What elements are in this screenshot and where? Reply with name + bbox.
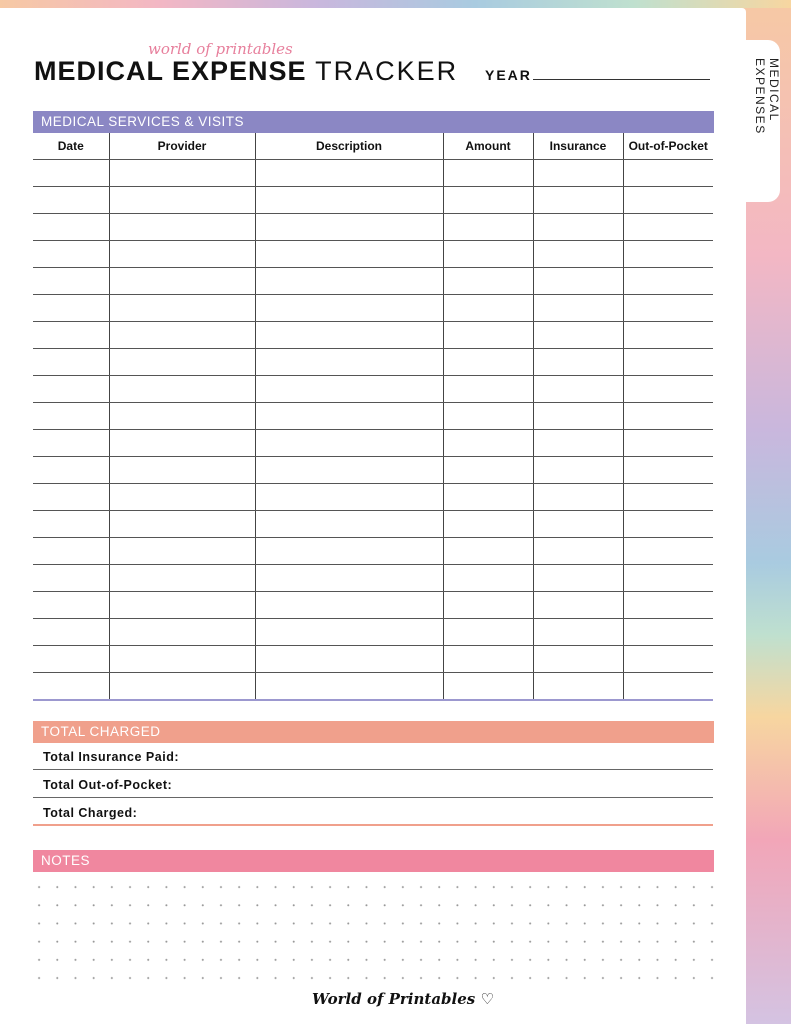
table-cell[interactable]: [623, 294, 713, 321]
table-cell[interactable]: [33, 619, 109, 646]
col-amount: Amount: [443, 133, 533, 159]
table-cell[interactable]: [623, 348, 713, 375]
col-provider: Provider: [109, 133, 255, 159]
table-cell[interactable]: [443, 673, 533, 700]
table-cell[interactable]: [443, 646, 533, 673]
table-cell[interactable]: [33, 375, 109, 402]
table-cell[interactable]: [255, 294, 443, 321]
table-cell[interactable]: [33, 159, 109, 186]
table-cell[interactable]: [443, 294, 533, 321]
table-cell[interactable]: [255, 240, 443, 267]
table-cell[interactable]: [255, 159, 443, 186]
table-cell[interactable]: [533, 673, 623, 700]
table-cell[interactable]: [533, 565, 623, 592]
totals-header: TOTAL CHARGED: [33, 721, 714, 743]
table-cell[interactable]: [443, 619, 533, 646]
col-description: Description: [255, 133, 443, 159]
table-cell[interactable]: [443, 159, 533, 186]
table-cell[interactable]: [533, 213, 623, 240]
table-cell[interactable]: [443, 511, 533, 538]
table-cell[interactable]: [255, 511, 443, 538]
table-cell[interactable]: [255, 321, 443, 348]
table-cell[interactable]: [33, 511, 109, 538]
year-label: YEAR: [485, 67, 532, 83]
table-cell[interactable]: [533, 321, 623, 348]
table-row: [33, 375, 713, 402]
table-cell[interactable]: [623, 375, 713, 402]
table-cell[interactable]: [443, 375, 533, 402]
table-cell[interactable]: [533, 267, 623, 294]
table-cell[interactable]: [109, 159, 255, 186]
pastel-top-strip: [0, 0, 791, 8]
table-cell[interactable]: [255, 402, 443, 429]
table-cell[interactable]: [623, 240, 713, 267]
table-cell[interactable]: [255, 186, 443, 213]
table-cell[interactable]: [443, 592, 533, 619]
table-cell[interactable]: [623, 646, 713, 673]
page-title: [34, 56, 458, 87]
side-tab-label: MEDICAL EXPENSES: [753, 58, 781, 135]
table-row: [33, 511, 713, 538]
table-cell[interactable]: [109, 213, 255, 240]
table-cell[interactable]: [443, 484, 533, 511]
total-out-of-pocket[interactable]: Total Out-of-Pocket:: [33, 771, 713, 798]
table-cell[interactable]: [109, 538, 255, 565]
table-cell[interactable]: [255, 375, 443, 402]
year-input-line[interactable]: [533, 79, 710, 80]
table-cell[interactable]: [623, 213, 713, 240]
table-cell[interactable]: [255, 429, 443, 456]
table-cell[interactable]: [109, 240, 255, 267]
table-cell[interactable]: [623, 619, 713, 646]
table-cell[interactable]: [623, 673, 713, 700]
table-cell[interactable]: [623, 592, 713, 619]
table-cell[interactable]: [109, 592, 255, 619]
table-cell[interactable]: [623, 402, 713, 429]
table-cell[interactable]: [443, 240, 533, 267]
table-row: [33, 213, 713, 240]
table-row: [33, 159, 713, 186]
table-cell[interactable]: [109, 402, 255, 429]
table-row: [33, 321, 713, 348]
side-tab[interactable]: [744, 40, 780, 202]
table-cell[interactable]: [443, 402, 533, 429]
table-cell[interactable]: [33, 402, 109, 429]
total-insurance-paid[interactable]: Total Insurance Paid:: [33, 743, 713, 770]
footer-logo: World of Printables ♡: [312, 990, 494, 1008]
table-cell[interactable]: [533, 484, 623, 511]
table-cell[interactable]: [33, 646, 109, 673]
table-cell[interactable]: [109, 511, 255, 538]
table-cell[interactable]: [443, 538, 533, 565]
table-cell[interactable]: [533, 592, 623, 619]
table-cell[interactable]: [255, 592, 443, 619]
table-cell[interactable]: [533, 646, 623, 673]
table-cell[interactable]: [109, 375, 255, 402]
table-cell[interactable]: [623, 186, 713, 213]
table-row: [33, 294, 713, 321]
table-cell[interactable]: [109, 619, 255, 646]
table-row: [33, 186, 713, 213]
table-cell[interactable]: [623, 457, 713, 484]
table-cell[interactable]: [443, 213, 533, 240]
table-cell[interactable]: [109, 267, 255, 294]
table-row: [33, 267, 713, 294]
table-cell[interactable]: [533, 538, 623, 565]
table-cell[interactable]: [533, 375, 623, 402]
table-cell[interactable]: [623, 159, 713, 186]
table-cell[interactable]: [33, 457, 109, 484]
table-cell[interactable]: [255, 673, 443, 700]
table-cell[interactable]: [33, 267, 109, 294]
table-cell[interactable]: [533, 511, 623, 538]
notes-dot-grid[interactable]: [30, 878, 720, 988]
table-cell[interactable]: [533, 429, 623, 456]
table-cell[interactable]: [443, 457, 533, 484]
table-cell[interactable]: [33, 673, 109, 700]
table-cell[interactable]: [533, 402, 623, 429]
notes-header: NOTES: [33, 850, 714, 872]
table-cell[interactable]: [33, 565, 109, 592]
table-cell[interactable]: [255, 619, 443, 646]
table-row: [33, 673, 713, 700]
table-cell[interactable]: [623, 321, 713, 348]
table-cell[interactable]: [255, 565, 443, 592]
col-date: Date: [33, 133, 109, 159]
table-cell[interactable]: [33, 348, 109, 375]
table-cell[interactable]: [255, 213, 443, 240]
table-row: [33, 402, 713, 429]
table-cell[interactable]: [109, 294, 255, 321]
table-cell[interactable]: [623, 429, 713, 456]
table-cell[interactable]: [533, 240, 623, 267]
table-cell[interactable]: [533, 348, 623, 375]
table-cell[interactable]: [33, 592, 109, 619]
table-cell[interactable]: [255, 646, 443, 673]
table-cell[interactable]: [33, 321, 109, 348]
col-out-of-pocket: Out-of-Pocket: [623, 133, 713, 159]
services-header: MEDICAL SERVICES & VISITS: [33, 111, 714, 133]
table-cell[interactable]: [109, 321, 255, 348]
table-cell[interactable]: [255, 484, 443, 511]
table-cell[interactable]: [533, 294, 623, 321]
table-cell[interactable]: [109, 429, 255, 456]
table-cell[interactable]: [255, 538, 443, 565]
table-row: [33, 565, 713, 592]
table-cell[interactable]: [109, 565, 255, 592]
table-cell[interactable]: [109, 348, 255, 375]
table-cell[interactable]: [533, 619, 623, 646]
table-row: [33, 619, 713, 646]
services-table: [33, 133, 713, 701]
total-charged[interactable]: Total Charged:: [33, 799, 713, 826]
col-insurance: Insurance: [533, 133, 623, 159]
table-cell[interactable]: [109, 457, 255, 484]
table-cell[interactable]: [623, 484, 713, 511]
table-cell[interactable]: [623, 511, 713, 538]
table-cell[interactable]: [255, 348, 443, 375]
table-row: [33, 240, 713, 267]
table-cell[interactable]: [623, 565, 713, 592]
table-row: [33, 457, 713, 484]
title-light: TRACKER: [315, 56, 459, 86]
table-row: [33, 592, 713, 619]
table-cell[interactable]: [623, 538, 713, 565]
table-cell[interactable]: [33, 294, 109, 321]
table-cell[interactable]: [109, 186, 255, 213]
table-cell[interactable]: [533, 159, 623, 186]
table-cell[interactable]: [255, 267, 443, 294]
table-cell[interactable]: [33, 484, 109, 511]
brand-script: world of printables: [148, 40, 293, 58]
table-cell[interactable]: [109, 646, 255, 673]
table-row: [33, 348, 713, 375]
table-row: [33, 646, 713, 673]
table-cell[interactable]: [109, 673, 255, 700]
table-cell[interactable]: [443, 565, 533, 592]
table-cell[interactable]: [33, 213, 109, 240]
table-cell[interactable]: [33, 186, 109, 213]
table-cell[interactable]: [443, 267, 533, 294]
table-cell[interactable]: [443, 321, 533, 348]
table-cell[interactable]: [533, 457, 623, 484]
table-cell[interactable]: [33, 538, 109, 565]
table-cell[interactable]: [623, 267, 713, 294]
title-bold: MEDICAL EXPENSE: [34, 56, 307, 86]
table-cell[interactable]: [443, 348, 533, 375]
table-cell[interactable]: [33, 429, 109, 456]
table-row: [33, 429, 713, 456]
table-cell[interactable]: [33, 240, 109, 267]
table-cell[interactable]: [533, 186, 623, 213]
table-row: [33, 484, 713, 511]
table-row: [33, 538, 713, 565]
table-cell[interactable]: [443, 429, 533, 456]
table-cell[interactable]: [109, 484, 255, 511]
table-cell[interactable]: [443, 186, 533, 213]
table-cell[interactable]: [255, 457, 443, 484]
